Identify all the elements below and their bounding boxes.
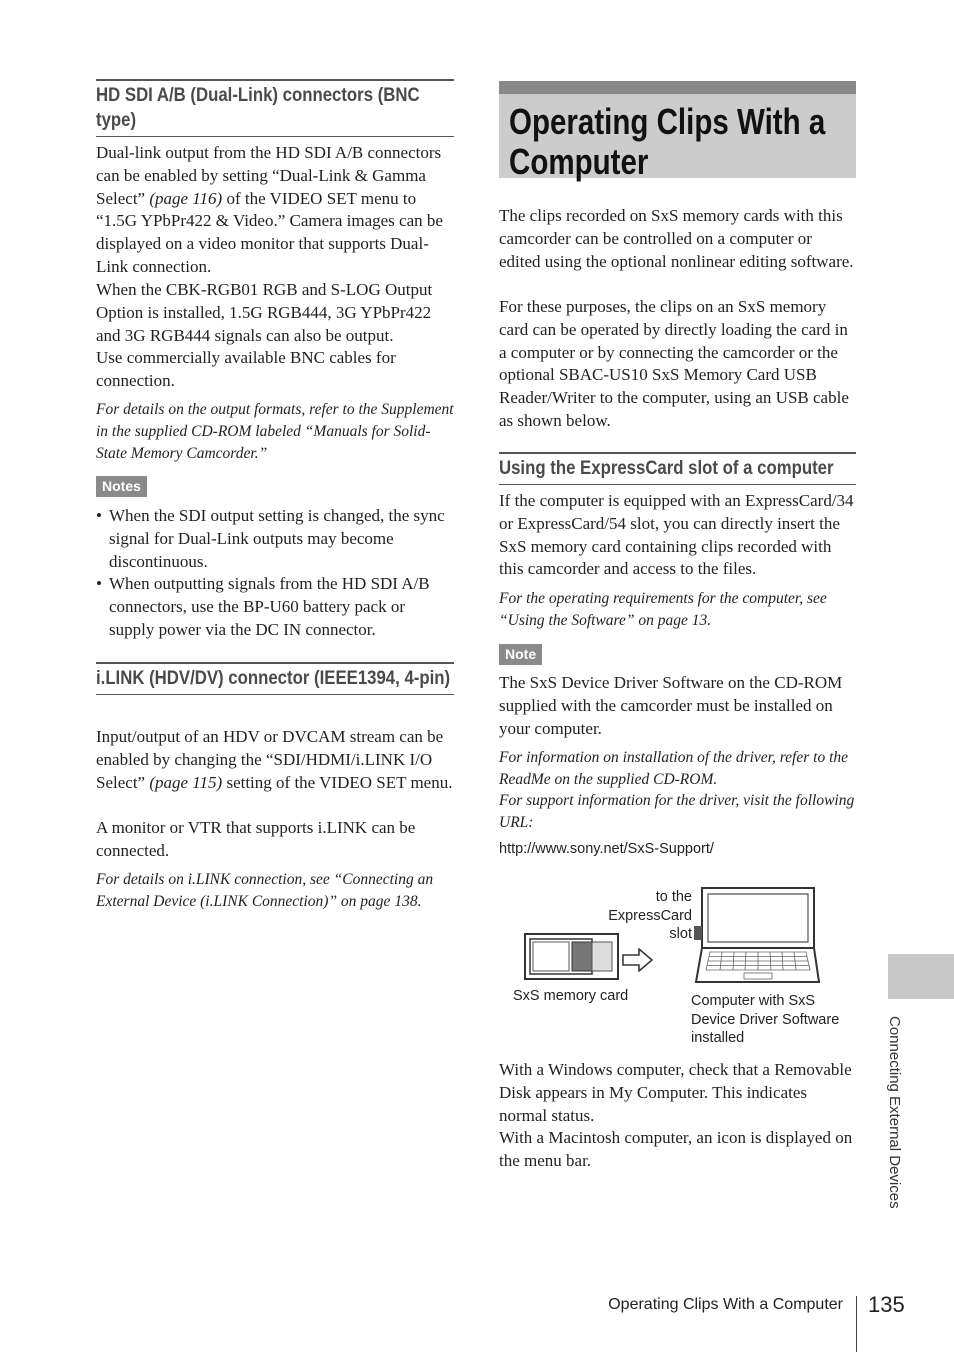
hdsdi-note-italic: For details on the output formats, refer to the Supplement in the supplied CD-ROM labeled “Manuals for Solid-State Memory Camcorder.” [96, 401, 454, 462]
page-number: 135 [868, 1292, 905, 1317]
page-title: Operating Clips With a Computer [509, 101, 826, 182]
arrow-right-icon [622, 948, 654, 972]
expresscard-italic: For the operating requirements for the computer, see “Using the Software” on page 13. [499, 590, 827, 629]
ilink-paragraph-2: A monitor or VTR that supports i.LINK can be connected. [96, 818, 416, 860]
note-italic-1: For information on installation of the driver, refer to the ReadMe on the supplied CD-ROM. [499, 749, 849, 788]
laptop-icon [694, 886, 820, 988]
hdsdi-paragraph-1: Dual-link output from the HD SDI A/B connectors can be enabled by setting “Dual-Link & Gamma Select” (page 116) of the VIDEO SET menu to “1.5G YPbPr422 & Video.” Camera images can be displayed on a video monitor that supports Dual-Link connection. [96, 143, 443, 276]
ilink-italic: For details on i.LINK connection, see “Connecting an External Device (i.LINK Connection)” on page 138. [96, 871, 434, 910]
note-label: Note [499, 644, 542, 665]
page-ref[interactable]: (page 115) [149, 772, 223, 792]
intro-paragraph-1: The clips recorded on SxS memory cards with this camcorder can be controlled on a computer or edited using the optional nonlinear editing software. [499, 206, 854, 271]
computer-label: Computer with SxS Device Driver Software installed [691, 993, 840, 1046]
closing-paragraph-1: With a Windows computer, check that a Removable Disk appears in My Computer. This indicates normal status. [499, 1060, 852, 1125]
page-ref[interactable]: (page 116) [149, 188, 223, 208]
to-slot-label: to the ExpressCard slot [608, 889, 692, 942]
ilink-paragraph-1: Input/output of an HDV or DVCAM stream can be enabled by changing the “SDI/HDMI/i.LINK I/O Select” (page 115) setting of the VIDEO SET menu. [96, 727, 453, 792]
card-label: SxS memory card [513, 988, 629, 1004]
section-title-box [499, 81, 856, 182]
intro-paragraph-2: For these purposes, the clips on an SxS memory card can be operated by directly loading the card in a computer or by connecting the camcorder or the optional SBAC-US10 SxS Memory Card USB Reader/Writer to the computer, using an USB cable as shown below. [499, 297, 849, 430]
expresscard-paragraph: If the computer is equipped with an ExpressCard/34 or ExpressCard/54 slot, you can directly insert the SxS memory card containing clips recorded with this camcorder and access to the files. [499, 491, 854, 579]
notes-label: Notes [96, 476, 147, 497]
footer-divider [856, 1296, 857, 1352]
support-url[interactable]: http://www.sony.net/SxS-Support/ [499, 841, 714, 857]
hdsdi-paragraph-2: When the CBK-RGB01 RGB and S-LOG Output Option is installed, 1.5G RGB444, 3G YPbPr422 and 3G RGB444 signals can also be output. [96, 280, 433, 345]
hdsdi-heading: HD SDI A/B (Dual-Link) connectors (BNC type) [96, 79, 454, 137]
chapter-tab [888, 954, 954, 999]
footer-section-title: Operating Clips With a Computer [608, 1296, 843, 1313]
note-italic-2: For support information for the driver, visit the following URL: [499, 792, 855, 831]
note-item: • When outputting signals from the HD SDI A/B connectors, use the BP-U60 battery pack or supply power via the DC IN connector. [96, 573, 454, 641]
closing-paragraph-2: With a Macintosh computer, an icon is displayed on the menu bar. [499, 1128, 853, 1170]
ilink-heading: i.LINK (HDV/DV) connector (IEEE1394, 4-pin) [96, 662, 454, 695]
hdsdi-paragraph-3: Use commercially available BNC cables for connection. [96, 348, 396, 390]
chapter-tab-label: Connecting External Devices [886, 1016, 903, 1209]
note-paragraph: The SxS Device Driver Software on the CD-ROM supplied with the camcorder must be installed on your computer. [499, 673, 843, 738]
note-item: • When the SDI output setting is changed, the sync signal for Dual-Link outputs may become discontinuous. [96, 505, 454, 573]
expresscard-heading: Using the ExpressCard slot of a computer [499, 452, 856, 485]
